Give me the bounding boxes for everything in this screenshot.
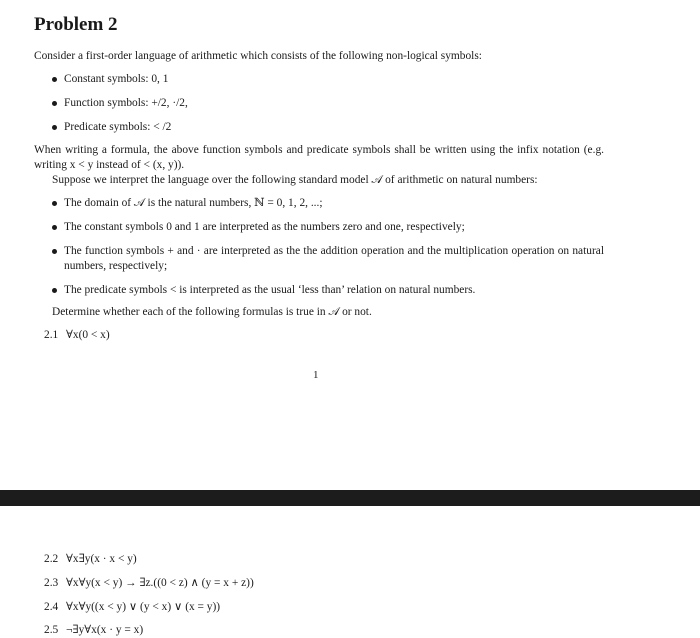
formula-2-2 [44,552,137,567]
list-item-function-symbols: Function symbols: +/2, ·/2, [52,96,604,111]
list-item-functions: The function symbols + and · are interpreted as the the addition operation and the multiplication operation on natural numbers, respectively; [52,244,604,274]
problem-title: Problem 2 [34,14,118,35]
list-item-predicate-symbols: Predicate symbols: < /2 [52,120,604,135]
infix-note-paragraph: When writing a formula, the above function symbols and predicate symbols shall be written using the infix notation (e.g. writing x < y instead of < (x, y)). [34,144,604,171]
formula-expression: ∀x(0 < x) [66,329,110,341]
document-page-2 [0,506,700,638]
intro-paragraph: Consider a first-order language of arithmetic which consists of the following non-logical symbols: [34,50,482,62]
formula-expression: ∀x∀y((x < y) ∨ (y < x) ∨ (x = y)) [66,601,221,613]
model-list [52,196,604,298]
suppose-paragraph: Suppose we interpret the language over the following standard model 𝒜 of arithmetic on natural numbers: [52,174,538,186]
symbol-list [52,72,604,135]
formula-2-1 [44,328,110,343]
list-item-constants: The constant symbols 0 and 1 are interpreted as the numbers zero and one, respectively; [52,220,604,235]
page-number: 1 [313,369,319,381]
formula-number: 2.4 [44,601,59,613]
formula-expression: ∀x∀y(x < y) → ∃z.((0 < z) ∧ (y = x + z)) [66,577,254,589]
formula-number: 2.2 [44,553,59,565]
list-item-constant-symbols: Constant symbols: 0, 1 [52,72,604,87]
formula-2-3 [44,576,254,591]
formula-expression: ∀x∃y(x · x < y) [66,553,137,565]
formula-expression: ¬∃y∀x(x · y = x) [66,624,144,636]
list-item-predicate: The predicate symbols < is interpreted as the usual ‘less than’ relation on natural numbers. [52,283,604,298]
formula-number: 2.5 [44,624,59,636]
list-item-domain: The domain of 𝒜 is the natural numbers, ℕ = 0, 1, 2, ...; [52,196,604,211]
formula-number: 2.1 [44,329,59,341]
page-divider [0,490,700,506]
determine-paragraph: Determine whether each of the following formulas is true in 𝒜 or not. [52,306,372,318]
formula-2-4 [44,600,220,615]
formula-number: 2.3 [44,577,59,589]
formula-2-5 [44,623,143,638]
